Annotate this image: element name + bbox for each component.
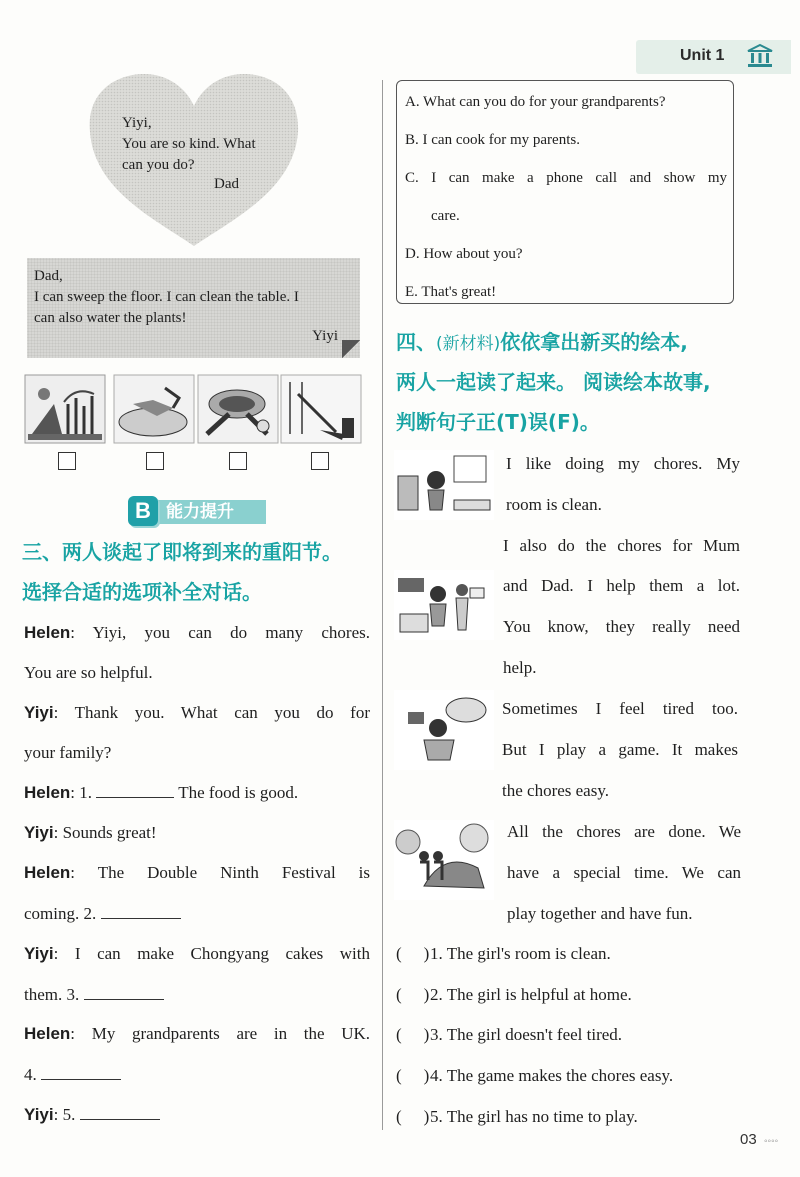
dialog-line: Helen: Yiyi, you can do many chores. (24, 623, 370, 642)
dialog-line: them. 3. (24, 985, 370, 1005)
speaker-name: Yiyi (24, 944, 54, 963)
dialog-line: 4. (24, 1065, 370, 1085)
option-c-continued: care. (431, 208, 460, 224)
statement-3: ( )3. The girl doesn't feel tired. (396, 1025, 623, 1044)
dialog-line: You are so helpful. (24, 663, 153, 682)
statement-2: ( )2. The girl is helpful at home. (396, 985, 632, 1004)
part4-heading-line3: 判断句子正(T)误(F)。 (396, 410, 600, 434)
speaker-name: Yiyi (24, 823, 54, 842)
answer-bracket-1[interactable]: ( ) (396, 944, 430, 963)
story-line: You know, they really need (503, 617, 740, 636)
dialog-line: your family? (24, 743, 112, 762)
section-b-title: 能力提升 (158, 500, 266, 524)
page-number: 03 (740, 1131, 757, 1148)
note-signer: Yiyi (312, 328, 338, 344)
story-line: But I play a game. It makes (502, 740, 738, 759)
note-line: can also water the plants! (34, 310, 187, 326)
unit-label: Unit 1 (680, 47, 725, 64)
dialog-line: Yiyi: Thank you. What can you do for (24, 703, 370, 722)
answer-bracket-3[interactable]: ( ) (396, 1025, 430, 1044)
answer-checkbox-3[interactable] (229, 452, 247, 470)
story-line: help. (503, 658, 537, 677)
heart-message (122, 113, 302, 176)
note-message (27, 258, 360, 358)
dialog-line: Helen: My grandparents are in the UK. (24, 1024, 370, 1043)
story-line: and Dad. I help them a lot. (503, 576, 740, 595)
dialog-line: Helen: The Double Ninth Festival is (24, 863, 370, 882)
speaker-name: Yiyi (24, 1105, 54, 1124)
note-line: Dad, (34, 268, 63, 284)
watering-plants-picture (24, 374, 106, 444)
answer-blank-5[interactable] (80, 1105, 160, 1120)
dialog-line: Yiyi: Sounds great! (24, 823, 157, 842)
part3-heading-line2: 选择合适的选项补全对话。 (22, 580, 262, 604)
story-line: play together and have fun. (507, 904, 693, 923)
statement-1: ( )1. The girl's room is clean. (396, 944, 611, 963)
answer-blank-1[interactable] (96, 783, 174, 798)
story-line: Sometimes I feel tired too. (502, 699, 738, 718)
dialog-line: Yiyi: I can make Chongyang cakes with (24, 944, 370, 963)
heart-line: You are so kind. What (122, 136, 256, 152)
story-line: room is clean. (506, 495, 602, 514)
story-line: I also do the chores for Mum (503, 536, 740, 555)
option-e: E. That's great! (405, 284, 497, 300)
playing-together-picture (394, 820, 494, 900)
playing-game-picture (394, 690, 494, 770)
temple-icon (746, 43, 774, 69)
column-divider (382, 80, 383, 1130)
statement-4: ( )4. The game makes the chores easy. (396, 1066, 674, 1085)
answer-checkbox-2[interactable] (146, 452, 164, 470)
answer-checkbox-1[interactable] (58, 452, 76, 470)
heart-line: Yiyi, (122, 115, 152, 131)
washing-dishes-picture (197, 374, 279, 444)
part4-heading-line1: 四、(新材料)依依拿出新买的绘本, (396, 330, 688, 354)
heart-signer: Dad (214, 176, 239, 192)
dialog-line: Yiyi: 5. (24, 1105, 370, 1125)
page-fold-icon (342, 340, 360, 358)
story-line: have a special time. We can (507, 863, 741, 882)
helping-parents-picture (394, 570, 494, 640)
speaker-name: Yiyi (24, 703, 54, 722)
new-material-tag: (新材料) (436, 334, 501, 354)
option-a: A. What can you do for your grandparents? (405, 94, 666, 110)
unit-tab (636, 40, 791, 74)
sweeping-floor-picture (280, 374, 362, 444)
section-b-badge: B (128, 496, 158, 526)
statement-5: ( )5. The girl has no time to play. (396, 1107, 638, 1126)
story-line: I like doing my chores. My (506, 454, 740, 473)
answer-checkbox-4[interactable] (311, 452, 329, 470)
answer-bracket-2[interactable]: ( ) (396, 985, 430, 1004)
option-b: B. I can cook for my parents. (405, 132, 580, 148)
speaker-name: Helen (24, 783, 71, 802)
answer-bracket-5[interactable]: ( ) (396, 1107, 430, 1126)
option-d: D. How about you? (405, 246, 523, 262)
heart-line: can you do? (122, 157, 195, 173)
answer-blank-3[interactable] (84, 985, 164, 1000)
option-c: C. I can make a phone call and show my (405, 170, 727, 186)
answer-bracket-4[interactable]: ( ) (396, 1066, 430, 1085)
dialog-line: Helen: 1. The food is good. (24, 783, 299, 802)
note-line: I can sweep the floor. I can clean the table. I (34, 289, 299, 305)
part3-heading-line1: 三、两人谈起了即将到来的重阳节。 (22, 540, 342, 564)
answer-blank-2[interactable] (101, 904, 181, 919)
speaker-name: Helen (24, 863, 71, 882)
cleaning-table-picture (113, 374, 195, 444)
page-number-ornament: ◦◦◦◦ (764, 1136, 779, 1147)
speaker-name: Helen (24, 623, 71, 642)
dialog-line: coming. 2. (24, 904, 370, 924)
story-line: the chores easy. (502, 781, 609, 800)
speaker-name: Helen (24, 1024, 71, 1043)
story-line: All the chores are done. We (507, 822, 741, 841)
options-box (396, 80, 734, 304)
answer-blank-4[interactable] (41, 1065, 121, 1080)
clean-room-picture (394, 450, 494, 520)
part4-heading-line2: 两人一起读了起来。 阅读绘本故事, (396, 370, 711, 394)
